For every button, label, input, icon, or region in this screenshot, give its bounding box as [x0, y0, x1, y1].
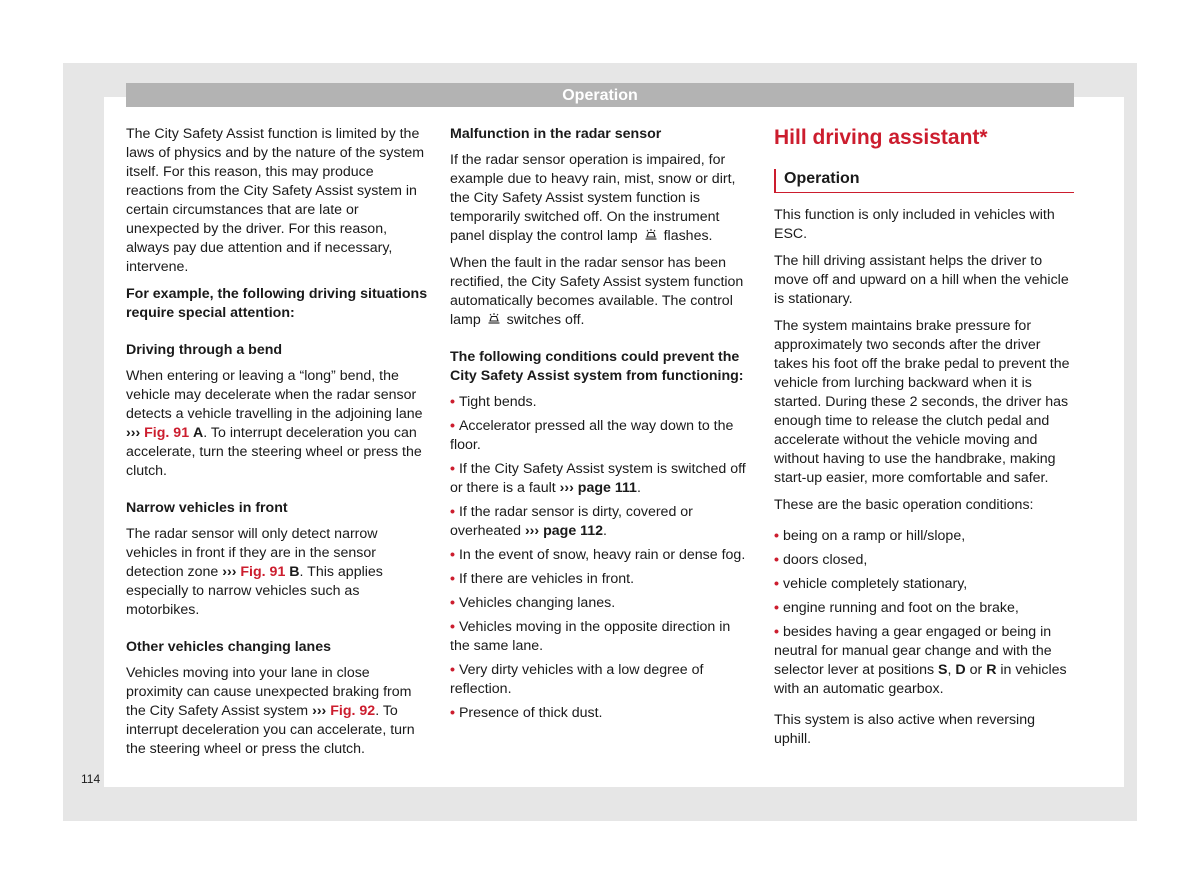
changing-text: Vehicles moving into your lane in close proximity can cause unexpected braking from the City Safety Assist system [126, 665, 412, 719]
fig-ref: Fig. 92 [330, 703, 376, 719]
column-1 [126, 125, 428, 767]
position-d: D [955, 662, 966, 678]
or-text: or [969, 662, 983, 678]
narrow-heading: Narrow vehicles in front [126, 500, 288, 516]
bend-heading: Driving through a bend [126, 342, 283, 358]
list-item [450, 460, 752, 498]
list-item-text: Very dirty vehicles with a low degree of reflection. [450, 662, 704, 697]
ref-arrows: ››› [222, 564, 237, 580]
malfunction-heading: Malfunction in the radar sensor [450, 126, 662, 142]
malfunction-text-end: switches off. [506, 312, 585, 328]
column-3 [774, 125, 1074, 757]
ref-arrows: ››› [312, 703, 327, 719]
paragraph: This system is also active when reversing uphill. [774, 712, 1035, 747]
changing-paragraph [126, 664, 428, 759]
position-r: R [986, 662, 997, 678]
operation-conditions-list [774, 527, 1074, 699]
malfunction-text-end: flashes. [663, 228, 713, 244]
ref-arrows: ››› [559, 480, 574, 496]
list-item [450, 393, 752, 412]
city-safety-warning-icon [644, 228, 658, 242]
list-item-text: in vehicles with an automatic gearbox. [774, 662, 1067, 697]
page-112-link[interactable] [525, 523, 603, 539]
narrow-text: The radar sensor will only detect narrow vehicles in front if they are in the sensor detection zone [126, 526, 378, 580]
list-item [450, 417, 752, 455]
list-item-text: If the City Safety Assist system is switched off or there is a fault [450, 461, 746, 496]
page-111-link[interactable] [560, 480, 637, 496]
narrow-paragraph [126, 525, 428, 620]
list-item-text: besides having a gear engaged or being in neutral for manual gear change and with the selector lever at positions [774, 624, 1052, 678]
paragraph: The system maintains brake pressure for approximately two seconds after the driver takes his foot off the brake pedal to prevent the vehicle from lurching backward when it is started. During these 2 seconds, the driver has enough time to release the clutch pedal and accelerate without the vehicle moving and without having to use the handbrake, making start-up easier, more comfortable and safer. [774, 318, 1070, 486]
list-item [450, 503, 752, 541]
list-item-text: Tight bends. [458, 394, 537, 410]
comma: , [947, 662, 952, 678]
fig-ref: Fig. 91 [240, 564, 286, 580]
page-ref: page 111 [577, 480, 637, 496]
list-item-text: Vehicles moving in the opposite direction in the same lane. [450, 619, 731, 654]
malfunction-paragraph-1 [450, 151, 752, 246]
fig-ref: Fig. 91 [144, 425, 190, 441]
list-item-text: If the radar sensor is dirty, covered or overheated [450, 504, 693, 539]
list-item-text: In the event of snow, heavy rain or dense fog. [458, 547, 746, 563]
malfunction-text: If the radar sensor operation is impaired, for example due to heavy rain, mist, snow or dirt, the City Safety Assist system function is temporarily switched off. On the instrument panel display the control lamp [450, 152, 736, 244]
list-item: • doors closed, [774, 551, 1074, 570]
list-item [450, 546, 752, 565]
changing-heading: Other vehicles changing lanes [126, 639, 331, 655]
list-item [774, 623, 1074, 699]
list-item-text: If there are vehicles in front. [458, 571, 635, 587]
conditions-list [450, 393, 752, 723]
conditions-heading: The following conditions could prevent the City Safety Assist system from functioning: [450, 349, 744, 384]
ref-arrows: ››› [524, 523, 540, 539]
list-item [450, 570, 752, 589]
subsection-title: Operation [774, 169, 1074, 193]
changing-text-end: . To interrupt deceleration you can accelerate, turn the steering wheel or press the clutch. [126, 703, 415, 757]
malfunction-text: When the fault in the radar sensor has been rectified, the City Safety Assist system function automatically becomes available. The control lamp [450, 255, 744, 328]
section-header: Operation [126, 83, 1074, 107]
list-item: • being on a ramp or hill/slope, [774, 527, 1074, 546]
paragraph: This function is only included in vehicles with ESC. [774, 207, 1055, 242]
paragraph: The hill driving assistant helps the driver to move off and upward on a hill when the vehicle is stationary. [774, 253, 1069, 307]
intro-paragraph: The City Safety Assist function is limited by the laws of physics and by the nature of the system itself. For this reason, this may produce reactions from the City Safety Assist system in certain circumstances that are late or unexpected by the driver. For this reason, always pay due attention and if necessary, intervene. [126, 126, 425, 275]
bend-text-end: . To interrupt deceleration you can accelerate, turn the steering wheel or press the clutch. [126, 425, 422, 479]
bend-text: When entering or leaving a “long” bend, the vehicle may decelerate when the radar sensor detects a vehicle travelling in the adjoining lane [126, 368, 423, 422]
list-item: • engine running and foot on the brake, [774, 599, 1074, 618]
list-item-text: Presence of thick dust. [458, 705, 603, 721]
list-item-end: . [636, 480, 641, 496]
city-safety-warning-icon [487, 312, 501, 326]
bend-paragraph [126, 367, 428, 481]
ref-arrows: ››› [126, 425, 141, 441]
list-item-text: Vehicles changing lanes. [458, 595, 616, 611]
fig-91-link[interactable] [126, 425, 189, 441]
narrow-text-end: . This applies especially to narrow vehicles such as motorbikes. [126, 564, 383, 618]
malfunction-paragraph-2 [450, 254, 752, 330]
list-item [450, 594, 752, 613]
fig-letter: A [193, 425, 204, 441]
position-s: S [938, 662, 948, 678]
column-2 [450, 125, 752, 728]
example-heading: For example, the following driving situations require special attention: [126, 286, 428, 321]
list-item-end: . [603, 523, 607, 539]
paragraph: These are the basic operation conditions: [774, 497, 1034, 513]
list-item [450, 618, 752, 656]
fig-letter: B [289, 564, 300, 580]
page-ref: page 112 [543, 523, 604, 539]
list-item [450, 661, 752, 699]
section-title: Hill driving assistant* [774, 126, 988, 149]
list-item: • vehicle completely stationary, [774, 575, 1074, 594]
fig-92-link[interactable] [312, 703, 375, 719]
fig-91-link[interactable] [222, 564, 285, 580]
page-number: 114 [81, 772, 101, 786]
list-item [450, 704, 752, 723]
list-item-text: Accelerator pressed all the way down to the floor. [450, 418, 734, 453]
